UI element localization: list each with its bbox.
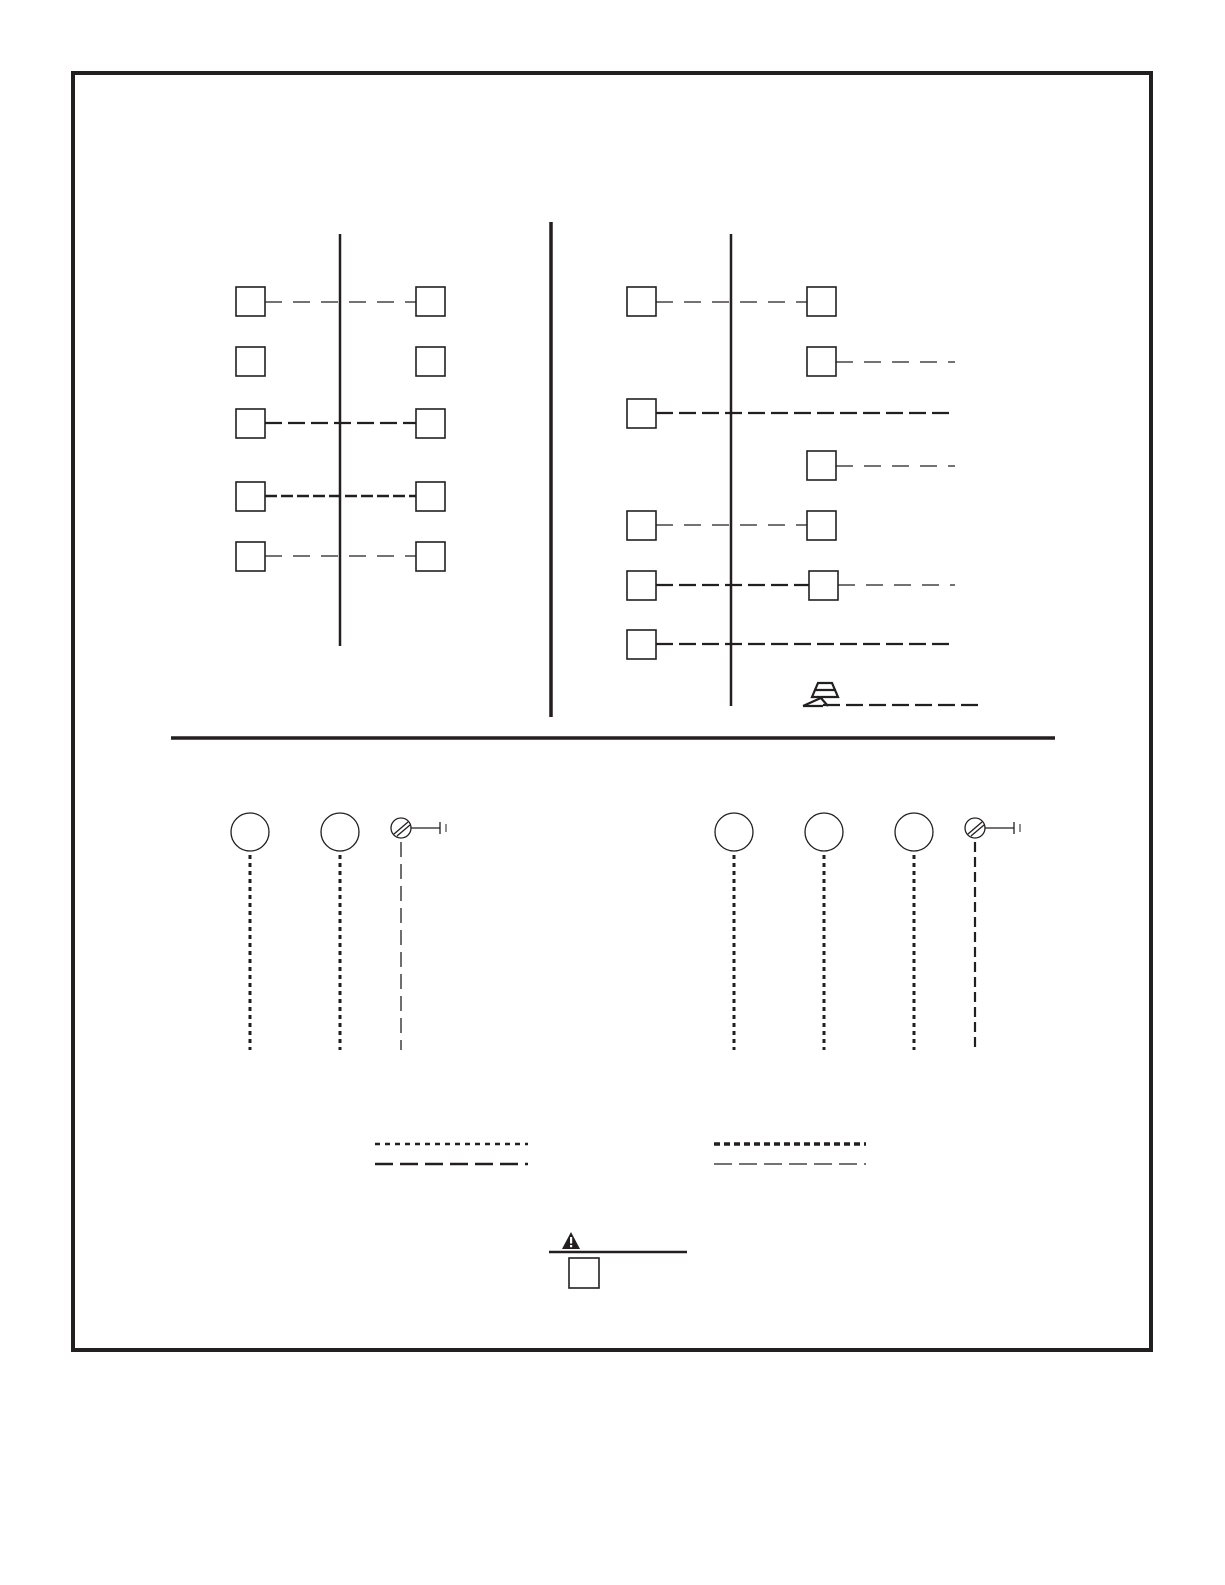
- bottom-right-connector: [715, 813, 1020, 1050]
- terminal-box: [416, 287, 445, 316]
- diagram-frame: [73, 73, 1151, 1350]
- terminal-box: [416, 409, 445, 438]
- ground-screw-icon: [965, 818, 1020, 838]
- connector-pin-circle: [321, 813, 359, 851]
- terminal-box: [807, 451, 836, 480]
- terminal-box: [416, 542, 445, 571]
- warning-block: [549, 1232, 687, 1288]
- terminal-box: [807, 287, 836, 316]
- warning-triangle-icon: [562, 1232, 580, 1249]
- terminal-box: [809, 571, 838, 600]
- connector-pin-circle: [805, 813, 843, 851]
- top-left-panel: [236, 234, 445, 646]
- terminal-box: [627, 571, 656, 600]
- bottom-left-connector: [231, 813, 446, 1050]
- terminal-box: [627, 399, 656, 428]
- connector-pin-circle: [231, 813, 269, 851]
- connector-pin-circle: [715, 813, 753, 851]
- terminal-box: [807, 511, 836, 540]
- terminal-box: [627, 630, 656, 659]
- chassis-ground-icon: [803, 683, 838, 706]
- ground-screw-icon: [391, 818, 446, 838]
- connector-pin-circle: [895, 813, 933, 851]
- terminal-box: [236, 542, 265, 571]
- terminal-box: [416, 347, 445, 376]
- terminal-box: [236, 347, 265, 376]
- terminal-box: [627, 287, 656, 316]
- terminal-box: [236, 409, 265, 438]
- top-right-panel: [627, 234, 978, 706]
- warning-box: [569, 1258, 599, 1288]
- legend: [375, 1144, 866, 1164]
- terminal-box: [807, 347, 836, 376]
- terminal-box: [236, 287, 265, 316]
- terminal-box: [416, 482, 445, 511]
- terminal-box: [236, 482, 265, 511]
- terminal-box: [627, 511, 656, 540]
